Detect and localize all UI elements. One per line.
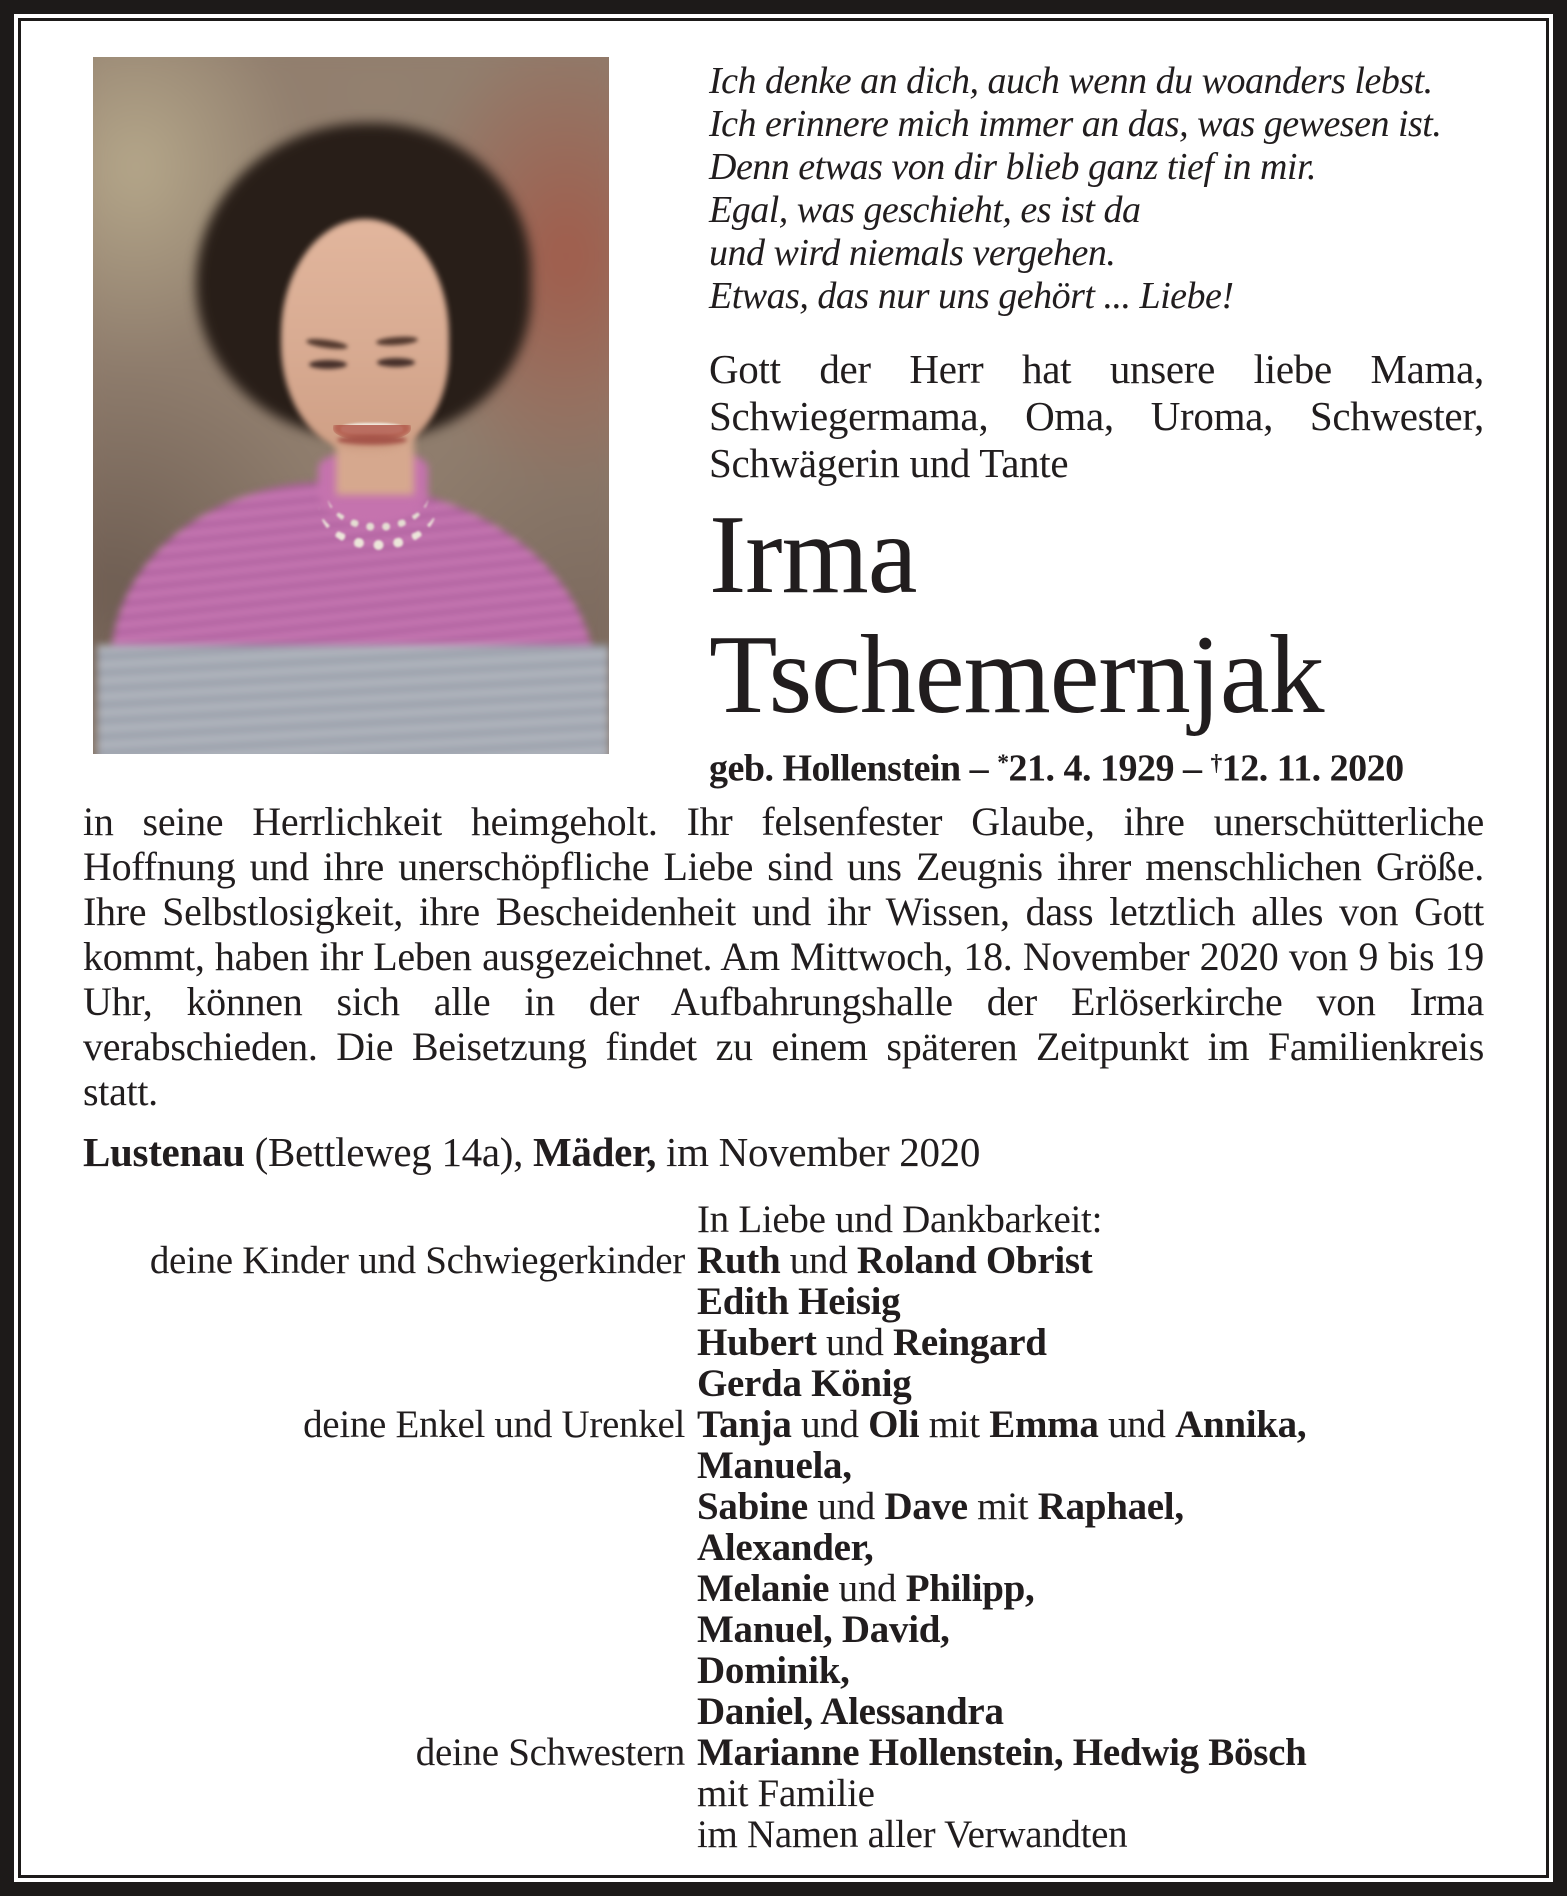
family-row	[83, 1568, 1484, 1609]
text-segment: Manuel, David,	[697, 1607, 950, 1651]
family-names	[697, 1322, 1484, 1363]
text-segment: und	[1098, 1402, 1176, 1446]
family-row	[83, 1363, 1484, 1404]
text-segment: Lustenau	[83, 1128, 245, 1175]
family-row	[83, 1650, 1484, 1691]
family-names	[697, 1281, 1484, 1322]
intro-paragraph: Gott der Herr hat unsere liebe Mama, Schwiegermama, Oma, Uroma, Schwester, Schwägerin und Tante	[709, 346, 1484, 486]
deceased-last-name: Tschemernjak	[709, 613, 1324, 737]
family-role-label	[83, 1281, 697, 1322]
text-segment: geb. Hollenstein –	[709, 747, 998, 790]
pearl-necklace	[319, 462, 437, 550]
main-paragraph: in seine Herrlichkeit heimgeholt. Ihr felsenfester Glaube, ihre unerschütterliche Hoffnung und ihre unerschöpfliche Liebe sind uns Zeugnis ihrer menschlichen Größe. Ihre Selbstlosigkeit, ihre Bescheidenheit und ihr Wissen, dass letztlich alles von Gott kommt, haben ihr Leben ausgezeichnet. Am Mittwoch, 18. November 2020 von 9 bis 19 Uhr, können sich alle in der Aufbahrungshalle der Erlöserkirche von Irma verabschieden. Die Beisetzung findet zu einem späteren Zeitpunkt im Familienkreis statt.	[83, 798, 1484, 1114]
text-segment: Tanja	[697, 1402, 792, 1446]
family-section	[83, 1199, 1484, 1855]
text-segment: mit	[919, 1402, 990, 1446]
family-row	[83, 1486, 1484, 1527]
text-segment: 21. 4. 1929 –	[1008, 747, 1211, 790]
family-names	[697, 1527, 1484, 1568]
family-names	[697, 1199, 1484, 1240]
poem-line: Ich denke an dich, auch wenn du woanders lebst.	[709, 60, 1433, 102]
family-row	[83, 1773, 1484, 1814]
poem-line: Denn etwas von dir blieb ganz tief in mir.	[709, 146, 1317, 188]
family-names	[697, 1404, 1484, 1445]
text-segment: im Namen aller Verwandten	[697, 1812, 1128, 1856]
family-row	[83, 1199, 1484, 1240]
family-role-label	[83, 1363, 697, 1404]
family-row	[83, 1322, 1484, 1363]
portrait-eye-right	[377, 358, 415, 367]
text-segment: (Bettleweg 14a),	[244, 1128, 533, 1175]
text-segment: und	[816, 1320, 894, 1364]
family-row	[83, 1445, 1484, 1486]
text-segment: mit	[967, 1484, 1038, 1528]
deceased-first-name: Irma	[709, 493, 917, 617]
text-segment: Ruth	[697, 1238, 781, 1282]
family-names	[697, 1609, 1484, 1650]
text-segment: Roland Obrist	[856, 1238, 1093, 1282]
text-segment: Emma	[989, 1402, 1099, 1446]
text-segment: mit Familie	[697, 1771, 875, 1815]
family-role-label	[83, 1650, 697, 1691]
inner-frame	[18, 18, 1549, 1878]
text-segment: und	[791, 1402, 869, 1446]
family-role-label	[83, 1199, 697, 1240]
poem-line: Ich erinnere mich immer an das, was gewesen ist.	[709, 103, 1442, 145]
text-segment: Dave	[884, 1484, 968, 1528]
text-segment: Manuela,	[697, 1443, 852, 1487]
family-role-label	[83, 1773, 697, 1814]
text-segment: Edith Heisig	[697, 1279, 901, 1323]
family-role-label	[83, 1445, 697, 1486]
family-row	[83, 1240, 1484, 1281]
family-row	[83, 1732, 1484, 1773]
poem-line: Etwas, das nur uns gehört ... Liebe!	[709, 275, 1234, 317]
family-names	[697, 1814, 1484, 1855]
text-segment: Hubert	[697, 1320, 817, 1364]
family-role-label	[83, 1691, 697, 1732]
portrait-photo	[93, 57, 609, 754]
family-role-label: deine Enkel und Urenkel	[303, 1402, 685, 1446]
text-segment: Gerda König	[697, 1361, 912, 1405]
text-segment: Sabine	[697, 1484, 808, 1528]
family-role-label: deine Schwestern	[415, 1730, 685, 1774]
text-segment: Oli	[868, 1402, 920, 1446]
text-segment: In Liebe und Dankbarkeit:	[697, 1197, 1103, 1241]
memorial-poem	[709, 60, 1484, 318]
family-row	[83, 1281, 1484, 1322]
family-names	[697, 1732, 1484, 1773]
family-names	[697, 1773, 1484, 1814]
family-row	[83, 1609, 1484, 1650]
text-segment: und	[829, 1566, 906, 1610]
right-column	[709, 57, 1484, 791]
family-role-label	[83, 1322, 697, 1363]
family-row	[83, 1691, 1484, 1732]
text-segment: Raphael,	[1037, 1484, 1184, 1528]
birth-death-line	[709, 741, 1484, 791]
family-names	[697, 1240, 1484, 1281]
text-segment: Mäder,	[533, 1128, 657, 1175]
text-segment: 12. 11. 2020	[1221, 747, 1404, 790]
portrait-lip	[337, 435, 407, 445]
place-date-line	[83, 1130, 1484, 1175]
text-segment: Melanie	[697, 1566, 830, 1610]
poem-line: Egal, was geschieht, es ist da	[709, 189, 1141, 231]
text-segment: Philipp,	[905, 1566, 1035, 1610]
family-row	[83, 1527, 1484, 1568]
family-names	[697, 1445, 1484, 1486]
family-role-label: deine Kinder und Schwiegerkinder	[149, 1238, 685, 1282]
family-names	[697, 1363, 1484, 1404]
text-segment: Reingard	[893, 1320, 1047, 1364]
text-segment: Marianne Hollenstein, Hedwig Bösch	[697, 1730, 1307, 1774]
family-names	[697, 1691, 1484, 1732]
family-role-label	[83, 1814, 697, 1855]
text-segment: und	[807, 1484, 885, 1528]
family-role-label	[83, 1486, 697, 1527]
family-role-label	[83, 1527, 697, 1568]
family-names	[697, 1650, 1484, 1691]
family-row	[83, 1404, 1484, 1445]
family-row	[83, 1814, 1484, 1855]
text-segment: †	[1210, 750, 1222, 776]
text-segment: *	[997, 750, 1009, 776]
text-segment: Annika,	[1175, 1402, 1307, 1446]
family-role-label	[83, 1609, 697, 1650]
poem-line: und wird niemals vergehen.	[709, 232, 1116, 274]
family-names	[697, 1568, 1484, 1609]
text-segment: Dominik,	[697, 1648, 850, 1692]
portrait-eye-left	[309, 360, 347, 369]
family-names	[697, 1486, 1484, 1527]
text-segment: Alexander,	[697, 1525, 874, 1569]
text-segment: und	[780, 1238, 857, 1282]
text-segment: Daniel, Alessandra	[697, 1689, 1004, 1733]
deceased-name	[709, 495, 1484, 735]
text-segment: im November 2020	[656, 1128, 981, 1175]
family-role-label	[83, 1568, 697, 1609]
portrait-blouse-gray	[97, 645, 609, 754]
top-section	[83, 57, 1484, 791]
